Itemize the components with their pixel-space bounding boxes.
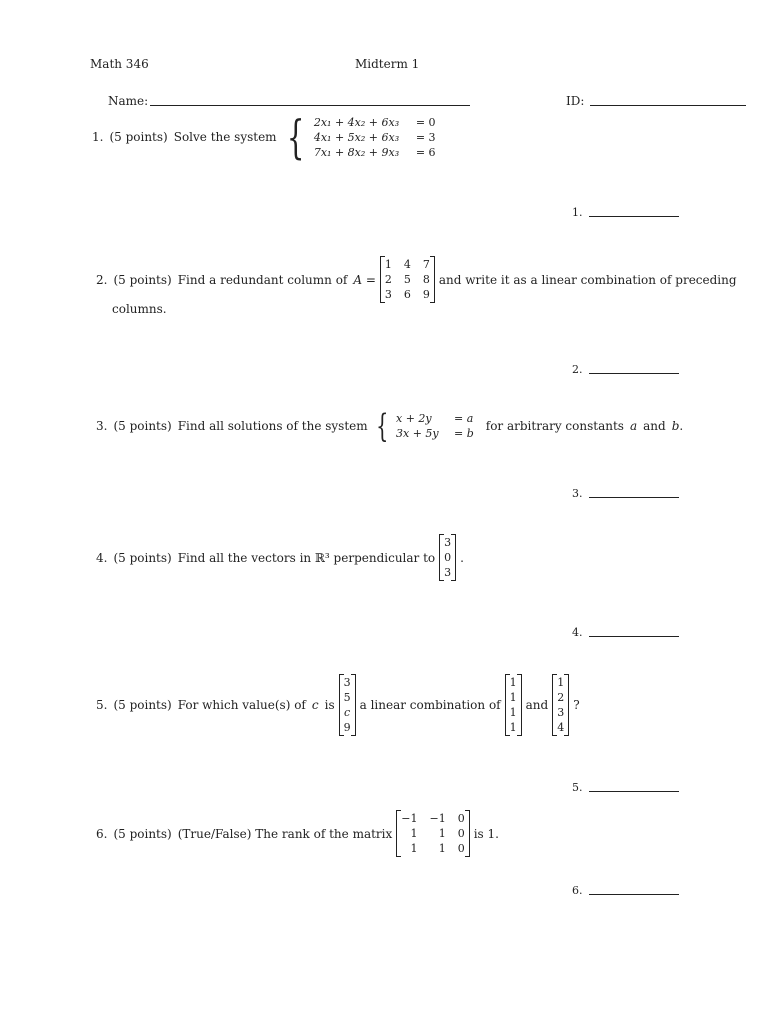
question-text-mid: a linear combination of	[359, 698, 501, 712]
matrix-column	[423, 257, 430, 302]
question-3	[96, 407, 684, 445]
question-text: For which value(s) of	[177, 698, 306, 712]
vector-column	[510, 675, 517, 735]
vector-cell: 1	[557, 676, 565, 689]
question-text: Find a redundant column of	[177, 272, 348, 287]
question-4	[96, 534, 464, 581]
equation-row	[314, 130, 436, 145]
vector-1	[339, 674, 356, 736]
matrix-column	[430, 811, 446, 856]
verb-is: is	[324, 698, 335, 712]
matrix-cell: 7	[422, 258, 430, 271]
question-number: 5.	[96, 698, 108, 712]
vector-column	[557, 675, 564, 735]
question-2	[96, 256, 737, 303]
question-text: (True/False) The rank of the matrix	[177, 826, 393, 841]
equation-row	[314, 145, 436, 160]
matrix-column	[401, 811, 417, 856]
question-number: 2.	[96, 272, 108, 287]
question-points: (5 points)	[113, 826, 172, 841]
matrix-cell: 4	[403, 258, 411, 271]
matrix-cell: 2	[384, 273, 392, 286]
name-field[interactable]	[150, 105, 470, 106]
matrix-cell: 0	[457, 842, 465, 855]
answer-2	[572, 363, 679, 376]
matrix-cell: 0	[457, 827, 465, 840]
question-points: (5 points)	[113, 272, 172, 287]
vector-cell: 9	[343, 721, 351, 734]
vector-3	[552, 674, 569, 736]
matrix-cell: 1	[438, 827, 446, 840]
equation-lhs: 2x₁ + 4x₂ + 6x₃	[313, 115, 400, 129]
answer-label: 2.	[572, 363, 583, 376]
question-points: (5 points)	[113, 698, 172, 712]
vector-cell: 1	[509, 721, 517, 734]
vector-cell: 3	[444, 566, 452, 579]
question-text: Solve the system	[173, 130, 277, 144]
equation-system	[396, 411, 474, 441]
answer-line[interactable]	[589, 497, 679, 498]
id-field[interactable]	[590, 105, 746, 106]
equation-row	[314, 115, 436, 130]
matrix-cell: 1	[438, 842, 446, 855]
equation-lhs: x + 2y	[396, 412, 432, 425]
question-number: 1.	[92, 130, 104, 144]
question-number: 3.	[96, 419, 108, 433]
matrix-cell: −1	[429, 812, 446, 825]
question-text-after: is 1.	[473, 826, 499, 841]
question-text: Find all the vectors in ℝ³ perpendicular to	[177, 550, 436, 565]
answer-label: 5.	[572, 781, 583, 794]
equation-rhs: = 3	[415, 130, 436, 144]
answer-label: 3.	[572, 487, 583, 500]
equation-lhs: 3x + 5y	[396, 427, 439, 440]
vector-cell: 5	[343, 691, 351, 704]
vector-cell: 1	[509, 706, 517, 719]
name-label: Name:	[108, 94, 149, 108]
question-6	[96, 810, 499, 857]
answer-line[interactable]	[589, 636, 679, 637]
question-text-after: for arbitrary constants	[485, 419, 624, 433]
equation-system	[314, 115, 436, 160]
matrix-cell: 1	[410, 827, 418, 840]
rank-matrix	[396, 810, 469, 857]
matrix-cell: 5	[403, 273, 411, 286]
answer-line[interactable]	[589, 216, 679, 217]
variable-a: a	[629, 419, 638, 433]
question-text-after: and write it as a linear combination of preceding	[438, 272, 737, 287]
vector-cell: c	[344, 706, 351, 719]
matrix-cell: −1	[401, 812, 418, 825]
question-number: 6.	[96, 826, 108, 841]
equation-lhs: 4x₁ + 5x₂ + 6x₃	[313, 130, 400, 144]
question-points: (5 points)	[113, 419, 172, 433]
matrix-column	[385, 257, 392, 302]
matrix-cell: 9	[422, 288, 430, 301]
vector-cell: 1	[509, 691, 517, 704]
matrix-column	[458, 811, 465, 856]
answer-label: 1.	[572, 206, 583, 219]
exam-title: Midterm 1	[355, 57, 420, 71]
period: .	[679, 419, 684, 433]
answer-line[interactable]	[589, 791, 679, 792]
question-text: Find all solutions of the system	[177, 419, 368, 433]
matrix-a	[380, 256, 435, 303]
answer-3	[572, 487, 679, 500]
equation-rhs: = b	[454, 427, 474, 440]
answer-1	[572, 206, 679, 219]
vector-cell: 4	[557, 721, 565, 734]
question-mark: ?	[573, 698, 580, 712]
vector-cell: 1	[509, 676, 517, 689]
question-points: (5 points)	[113, 550, 172, 565]
vector-column	[344, 675, 351, 735]
answer-4	[572, 626, 679, 639]
equation-rhs: = 6	[415, 145, 436, 159]
matrix-cell: 6	[403, 288, 411, 301]
conjunction: and	[643, 419, 666, 433]
equation-lhs: 7x₁ + 8x₂ + 9x₃	[313, 145, 400, 159]
id-label: ID:	[566, 94, 585, 108]
equation-rhs: = 0	[415, 115, 436, 129]
course-title: Math 346	[90, 57, 149, 71]
answer-5	[572, 781, 679, 794]
vector-cell: 3	[557, 706, 565, 719]
equation-row	[396, 411, 474, 426]
question-2-continued: columns.	[112, 302, 167, 316]
equation-row	[396, 426, 474, 441]
answer-label: 4.	[572, 626, 583, 639]
matrix-cell: 0	[457, 812, 465, 825]
vector-2	[505, 674, 522, 736]
vector-cell: 0	[444, 551, 452, 564]
answer-line[interactable]	[589, 894, 679, 895]
question-points: (5 points)	[109, 130, 168, 144]
left-brace: {	[286, 110, 304, 164]
matrix-cell: 8	[422, 273, 430, 286]
vector	[439, 534, 456, 581]
variable-b: b	[671, 419, 680, 433]
answer-line[interactable]	[589, 373, 679, 374]
vector-cell: 2	[557, 691, 565, 704]
conjunction: and	[525, 698, 549, 712]
left-brace: {	[375, 407, 388, 445]
matrix-cell: 1	[410, 842, 418, 855]
question-5	[96, 674, 580, 736]
question-1	[92, 110, 436, 164]
equation-rhs: = a	[454, 412, 474, 425]
question-number: 4.	[96, 550, 108, 565]
vector-cell: 3	[343, 676, 351, 689]
vector-cell: 3	[444, 536, 452, 549]
variable-c: c	[311, 698, 319, 712]
vector-column	[444, 535, 451, 580]
matrix-cell: 3	[384, 288, 392, 301]
matrix-cell: 1	[384, 258, 392, 271]
answer-6	[572, 884, 679, 897]
matrix-column	[404, 257, 411, 302]
period: .	[460, 550, 464, 565]
matrix-name: A =	[353, 272, 376, 287]
answer-label: 6.	[572, 884, 583, 897]
